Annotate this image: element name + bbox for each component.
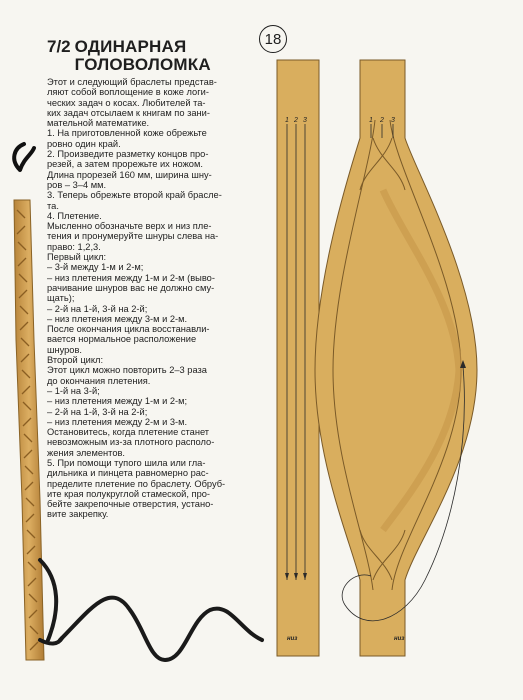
text-column <box>47 38 259 520</box>
body-line: дильника и пинцета равномерно рас- <box>47 468 209 479</box>
section-number: 7/2 <box>47 37 71 56</box>
body-line: Первый цикл: <box>47 252 107 263</box>
body-text <box>47 77 259 520</box>
body-line: 3. Теперь обрежьте второй край брасле- <box>47 190 222 201</box>
body-line: та. <box>47 200 59 211</box>
section-title-line: ГОЛОВОЛОМКА <box>74 55 211 74</box>
cord-bottom-icon <box>40 560 262 660</box>
body-line: ровно один край. <box>47 138 121 149</box>
cord-number: 1 <box>369 117 373 124</box>
body-line: до окончания плетения. <box>47 375 151 386</box>
body-line: – 1-й на 3-й; <box>47 385 100 396</box>
cord-number: 1 <box>285 117 289 124</box>
body-line: – низ плетения между 2-м и 3-м. <box>47 416 188 427</box>
body-line: вите закрепку. <box>47 509 109 520</box>
body-line: право: 1,2,3. <box>47 241 101 252</box>
body-line: – низ плетения между 1-м и 2-м; <box>47 396 188 407</box>
body-line: 5. При помощи тупого шила или гла- <box>47 457 206 468</box>
cord-number: 2 <box>294 117 298 124</box>
body-line: вается нормальное расположение <box>47 334 197 345</box>
body-line: – 2-й на 1-й, 3-й на 2-й; <box>47 303 148 314</box>
body-line: невозможным из-за плотного располо- <box>47 437 215 448</box>
body-line: 4. Плетение. <box>47 210 102 221</box>
body-line: тения и пронумеруйте шнуры слева на- <box>47 231 219 242</box>
body-line: Второй цикл: <box>47 355 104 366</box>
body-line: шнуров. <box>47 344 82 355</box>
strip-bottom-label: низ <box>287 636 298 642</box>
body-line: Мысленно обозначьте верх и низ пле- <box>47 221 212 232</box>
body-line: 1. На приготовленной коже обрежьте <box>47 128 207 139</box>
body-line: пределите плетение по браслету. Обруб- <box>47 478 226 489</box>
section-heading <box>47 38 259 74</box>
body-line: – низ плетения между 3-м и 2-м. <box>47 313 188 324</box>
body-line: ров – 3–4 мм. <box>47 179 107 190</box>
body-line: После окончания цикла восстанавли- <box>47 324 210 335</box>
body-line: ите края полукруглой стамеской, про- <box>47 488 210 499</box>
body-line: Этот и следующий браслеты представ- <box>47 77 217 87</box>
cord-top-icon <box>14 144 34 170</box>
body-line: – 2-й на 1-й, 3-й на 2-й; <box>47 406 148 417</box>
body-line: Этот цикл можно повторить 2–3 раза <box>47 365 207 376</box>
body-line: мательной математике. <box>47 118 150 129</box>
cord-number: 3 <box>303 117 307 124</box>
body-line: ких задач отсылаем к книгам по зани- <box>47 107 210 118</box>
body-line: 2. Произведите разметку концов про- <box>47 149 209 160</box>
figure-number: 18 <box>259 25 287 53</box>
body-line: ческих задач о косах. Любителей та- <box>47 97 206 108</box>
body-line: бейте закрепочные отверстия, устано- <box>47 499 214 510</box>
body-line: рачивание шнуров вас не должно сму- <box>47 282 215 293</box>
braided-strip-shape <box>315 60 477 656</box>
body-line: резей, а затем прорежьте их ножом. <box>47 159 203 170</box>
body-line: жения элементов. <box>47 447 126 458</box>
body-line: ляют собой воплощение в коже логи- <box>47 87 209 98</box>
body-line: – 3-й между 1-м и 2-м; <box>47 262 144 273</box>
cord-number: 2 <box>380 117 384 124</box>
strip-bottom-label: низ <box>394 636 405 642</box>
section-title-line: ОДИНАРНАЯ <box>74 37 187 56</box>
body-line: Длина прорезей 160 мм, ширина шну- <box>47 169 212 180</box>
cord-number: 3 <box>391 117 395 124</box>
body-line: – низ плетения между 1-м и 2-м (выво- <box>47 272 215 283</box>
body-line: щать); <box>47 293 75 304</box>
section-title <box>75 38 211 74</box>
body-line: Остановитесь, когда плетение станет <box>47 427 210 438</box>
